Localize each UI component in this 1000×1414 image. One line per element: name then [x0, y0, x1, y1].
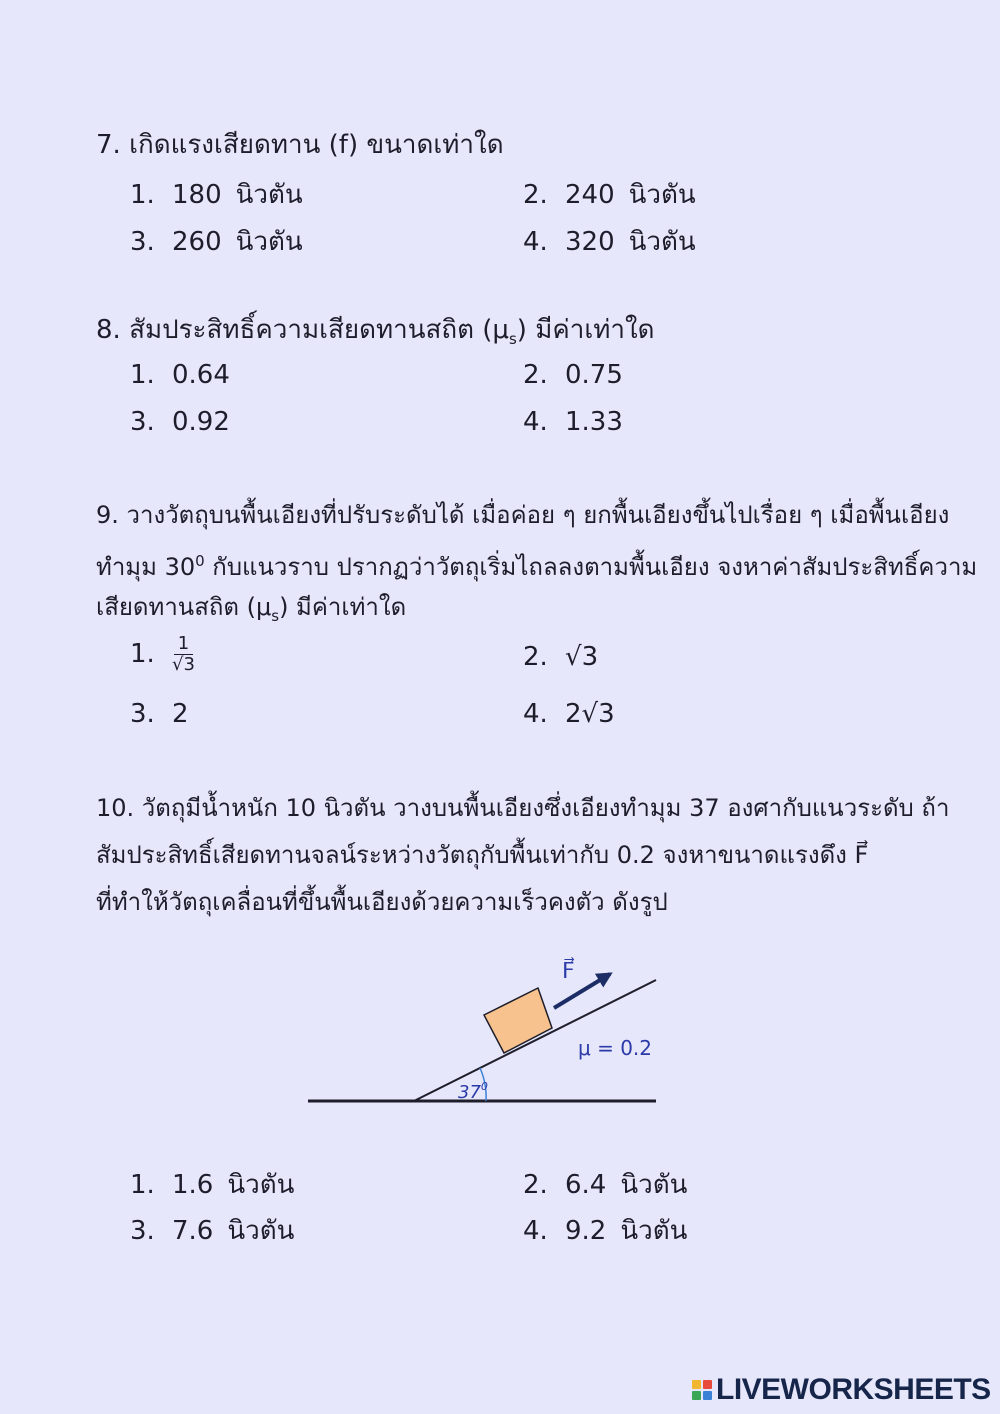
block — [484, 988, 552, 1053]
q9-option-4[interactable]: 4. 2√3 — [523, 699, 615, 729]
q10-option-1[interactable]: 1. 1.6 นิวตัน — [130, 1170, 295, 1200]
logo-square — [703, 1380, 712, 1389]
q7-option-2[interactable]: 2. 240 นิวตัน — [523, 180, 696, 210]
question-7-text: 7. เกิดแรงเสียดทาน (f) ขนาดเท่าใด — [96, 130, 504, 160]
logo-square — [703, 1391, 712, 1400]
logo-square — [692, 1380, 701, 1389]
q8-option-2[interactable]: 2. 0.75 — [523, 360, 623, 390]
question-9-line-2: ทำมุม $30^0$ กับแนวราบ ปรากฏว่าวัตถุเริ่มไถลลงตามพื้นเอียง จงหาค่าสัมประสิทธิ์ความ — [96, 552, 978, 581]
q7-option-4[interactable]: 4. 320 นิวตัน — [523, 227, 696, 257]
angle-label: $37^0$ — [458, 1080, 488, 1103]
q7-option-1[interactable]: 1. 180 นิวตัน — [130, 180, 303, 210]
question-10-line-2: สัมประสิทธิ์เสียดทานจลน์ระหว่างวัตถุกับพื้นเท่ากับ 0.2 จงหาขนาดแรงดึง F⃗ — [96, 841, 869, 869]
q7-option-3[interactable]: 3. 260 นิวตัน — [130, 227, 303, 257]
q9-option-3[interactable]: 3. 2 — [130, 699, 189, 729]
q8-option-1[interactable]: 1. 0.64 — [130, 360, 230, 390]
question-10-line-1: 10. วัตถุมีน้ำหนัก 10 นิวตัน วางบนพื้นเอียงซึ่งเอียงทำมุม 37 องศากับแนวระดับ ถ้า — [96, 794, 950, 822]
incline-diagram — [300, 950, 670, 1115]
logo-mark-icon — [692, 1380, 712, 1400]
logo-text: LIVEWORKSHEETS — [716, 1373, 991, 1406]
q10-option-4[interactable]: 4. 9.2 นิวตัน — [523, 1216, 688, 1246]
q8-option-3[interactable]: 3. 0.92 — [130, 407, 230, 437]
logo-square — [692, 1391, 701, 1400]
q9-option-2[interactable]: 2. √3 — [523, 642, 599, 672]
mu-label: μ = 0.2 — [578, 1036, 653, 1060]
question-9-line-1: 9. วางวัตถุบนพื้นเอียงที่ปรับระดับได้ เมื่อค่อย ๆ ยกพื้นเอียงขึ้นไปเรื่อย ๆ เมื่อพื้นเอียง — [96, 501, 950, 529]
q10-option-3[interactable]: 3. 7.6 นิวตัน — [130, 1216, 295, 1246]
question-8-text: 8. สัมประสิทธิ์ความเสียดทานสถิต $(\mu_s)$ มีค่าเท่าใด — [96, 315, 655, 349]
q8-option-4[interactable]: 4. 1.33 — [523, 407, 623, 437]
force-label: F⃗ — [562, 959, 575, 984]
liveworksheets-logo — [692, 1372, 991, 1408]
question-10-line-3: ที่ทำให้วัตถุเคลื่อนที่ขึ้นพื้นเอียงด้วยความเร็วคงตัว ดังรูป — [96, 888, 668, 916]
q10-option-2[interactable]: 2. 6.4 นิวตัน — [523, 1170, 688, 1200]
question-9-line-3: เสียดทานสถิต $(\mu_s)$ มีค่าเท่าใด — [96, 593, 407, 625]
fraction: $\frac{1}{√3}$ — [172, 633, 195, 675]
q9-option-1[interactable]: 1. $\frac{1}{√3}$ — [130, 633, 195, 675]
